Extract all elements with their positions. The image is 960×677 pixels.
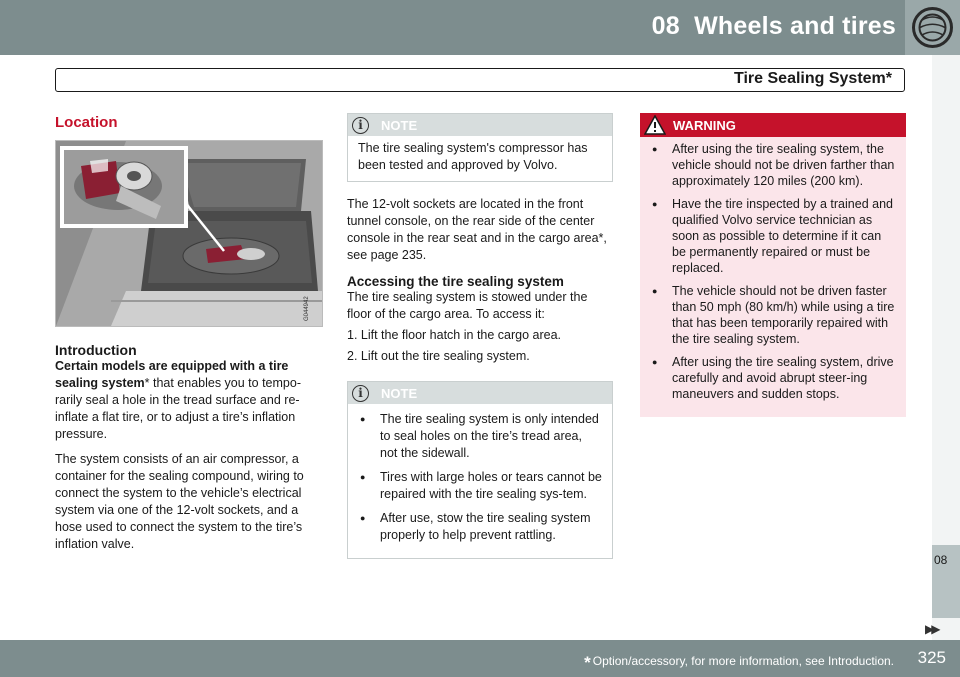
note-box-compressor (347, 113, 613, 182)
step-item: 2. Lift out the tire sealing system. (347, 349, 530, 363)
warning-triangle-icon (644, 115, 666, 135)
column-2 (347, 110, 613, 559)
step-item: 1. Lift the floor hatch in the cargo area. (347, 328, 562, 342)
warning-list-item: ● The vehicle should not be driven faster than 50 mph (80 km/h) while using a tire that has been temporarily repaired with the tire sealing system. (650, 283, 896, 347)
warning-list-item: ● After using the tire sealing system, drive carefully and avoid abrupt steer-ing maneuvers and sudden stops. (650, 354, 896, 402)
note-list-body (348, 404, 612, 558)
accessing-text: The tire sealing system is stowed under the floor of the cargo area. To access it: (347, 290, 588, 321)
next-page-arrows-icon[interactable]: ▶▶ (925, 622, 938, 636)
note-header (348, 114, 612, 136)
note-list-item: ● Tires with large holes or tears cannot be repaired with the tire sealing sys-tem. (358, 469, 602, 503)
warning-list-item: ● After using the tire sealing system, the vehicle should not be driven farther than approximately 120 miles (200 km). (650, 141, 896, 189)
sockets-paragraph: The 12-volt sockets are located in the front tunnel console, on the rear side of the center console in the rear seat and in the cargo area*, see page 235. (347, 197, 607, 262)
section-bar (55, 68, 905, 92)
introduction-heading: Introduction (55, 342, 137, 358)
cargo-area-figure (55, 140, 323, 327)
svg-text:G044942: G044942 (304, 296, 310, 321)
chapter-title: 08 Wheels and tires (651, 12, 896, 40)
page-number: 325 (917, 648, 946, 667)
system-components-paragraph: The system consists of an air compressor, a container for the sealing compound, wiring to connect the system to the vehicle’s electrical system via one of the 12-volt sockets, and a hose used to connect the system to the tire’s inflation valve. (55, 452, 304, 551)
warning-list-item: ● Have the tire inspected by a trained and qualified Volvo service technician as soon as possible to determine if it can be permanently repaired or must be replaced. (650, 196, 896, 276)
info-icon: i (352, 117, 369, 134)
warning-header (640, 113, 906, 137)
column-3 (640, 110, 906, 417)
warning-box (640, 113, 906, 417)
section-title: Tire Sealing System* (734, 70, 892, 87)
footnote: * Option/accessory, for more information, see Introduction. (584, 653, 894, 672)
note-header (348, 382, 612, 404)
intro-paragraph: Certain models are equipped with a tire sealing system* that enables you to tempo-rarily seal a hole in the tread surface and re-inflate a flat tire, or to adjust a tire’s inflation pressure. (55, 359, 301, 441)
access-steps (347, 327, 613, 365)
accessing-heading: Accessing the tire sealing system (347, 274, 564, 289)
info-icon: i (352, 385, 369, 402)
note-label: NOTE (381, 118, 418, 133)
warning-label: WARNING (673, 118, 736, 133)
chapter-tab-number: 08 (934, 553, 948, 567)
note-list-item: ● The tire sealing system is only intended to seal holes on the tire’s tread area, not the sidewall. (358, 411, 602, 462)
location-heading: Location (55, 114, 118, 131)
note-box-usage (347, 381, 613, 559)
note-text: The tire sealing system's compressor has been tested and approved by Volvo. (358, 141, 588, 172)
warning-list-body (640, 137, 906, 417)
tire-icon (905, 0, 960, 55)
column-1 (55, 110, 323, 561)
note-list-item: ● After use, stow the tire sealing system properly to help prevent rattling. (358, 510, 602, 544)
note-label: NOTE (381, 386, 418, 401)
